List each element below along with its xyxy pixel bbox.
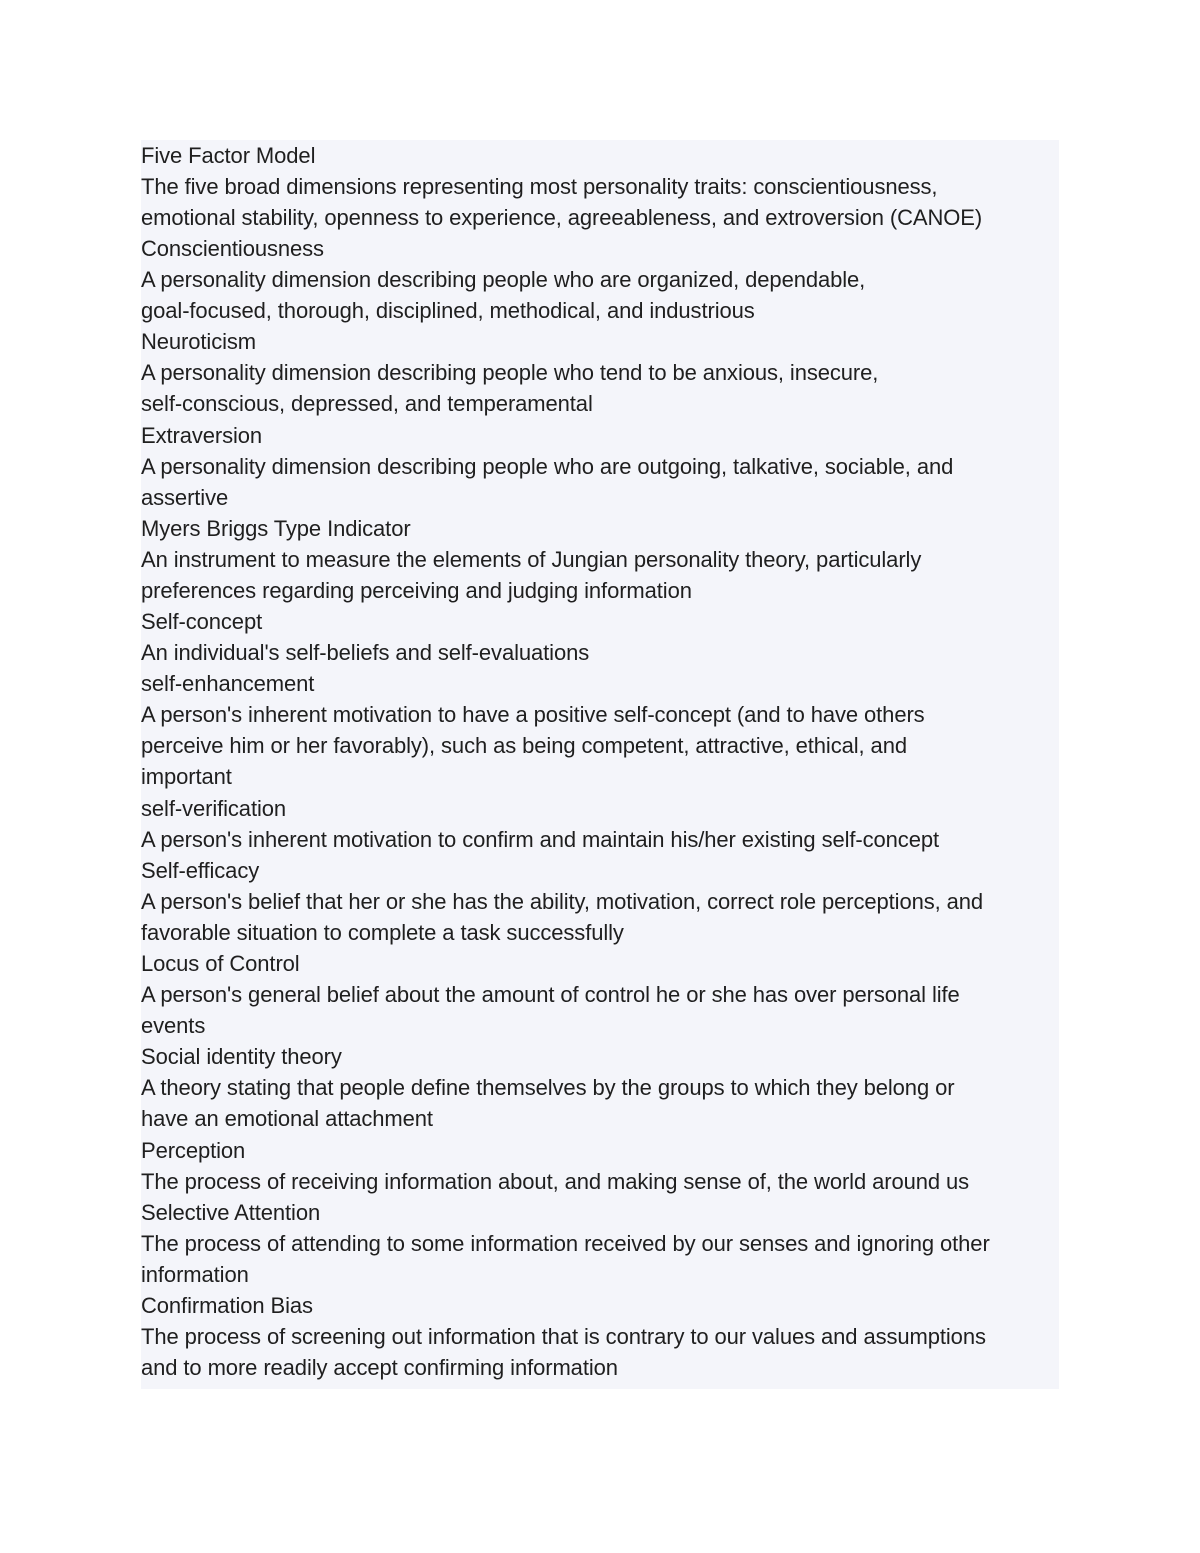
definition-line: emotional stability, openness to experience, agreeableness, and extroversion (CANOE) [141,205,983,230]
definition-line: perceive him or her favorably), such as being competent, attractive, ethical, and [141,733,907,758]
term-line: Five Factor Model [141,143,316,168]
definition-line: information [141,1262,249,1287]
definition-line: important [141,764,232,789]
term-line: Conscientiousness [141,236,324,261]
definition-line: preferences regarding perceiving and judging information [141,578,692,603]
definition-line: favorable situation to complete a task successfully [141,920,624,945]
term-line: Myers Briggs Type Indicator [141,516,411,541]
definition-line: events [141,1013,206,1038]
definition-line: A personality dimension describing people who are outgoing, talkative, sociable, and [141,454,954,479]
definition-line: have an emotional attachment [141,1106,433,1131]
term-line: Neuroticism [141,329,257,354]
definition-line: A person's belief that her or she has the ability, motivation, correct role perceptions, and [141,889,984,914]
definition-line: A personality dimension describing people who tend to be anxious, insecure, [141,360,879,385]
definition-line: An instrument to measure the elements of Jungian personality theory, particularly [141,547,922,572]
term-line: self-enhancement [141,671,315,696]
term-line: Selective Attention [141,1200,321,1225]
definition-line: A person's general belief about the amount of control he or she has over personal life [141,982,960,1007]
definition-line: A person's inherent motivation to confirm and maintain his/her existing self-concept [141,827,939,852]
term-line: Self-concept [141,609,263,634]
term-line: Self-efficacy [141,858,260,883]
definition-line: and to more readily accept confirming information [141,1355,618,1380]
definition-line: assertive [141,485,229,510]
definition-line: A theory stating that people define themselves by the groups to which they belong or [141,1075,955,1100]
term-line: Perception [141,1138,246,1163]
term-line: Locus of Control [141,951,300,976]
definition-line: The five broad dimensions representing most personality traits: conscientiousness, [141,174,938,199]
flashcard-text-block [141,140,1059,1389]
term-line: self-verification [141,796,287,821]
definition-line: An individual's self-beliefs and self-evaluations [141,640,590,665]
definition-line: goal-focused, thorough, disciplined, methodical, and industrious [141,298,755,323]
definition-line: The process of screening out information that is contrary to our values and assumptions [141,1324,986,1349]
definition-line: A personality dimension describing people who are organized, dependable, [141,267,866,292]
definition-line: A person's inherent motivation to have a positive self-concept (and to have others [141,702,925,727]
term-line: Extraversion [141,423,263,448]
term-line: Social identity theory [141,1044,342,1069]
definition-line: self-conscious, depressed, and temperamental [141,391,593,416]
definition-line: The process of attending to some information received by our senses and ignoring other [141,1231,990,1256]
definition-line: The process of receiving information about, and making sense of, the world around us [141,1169,970,1194]
term-line: Confirmation Bias [141,1293,313,1318]
